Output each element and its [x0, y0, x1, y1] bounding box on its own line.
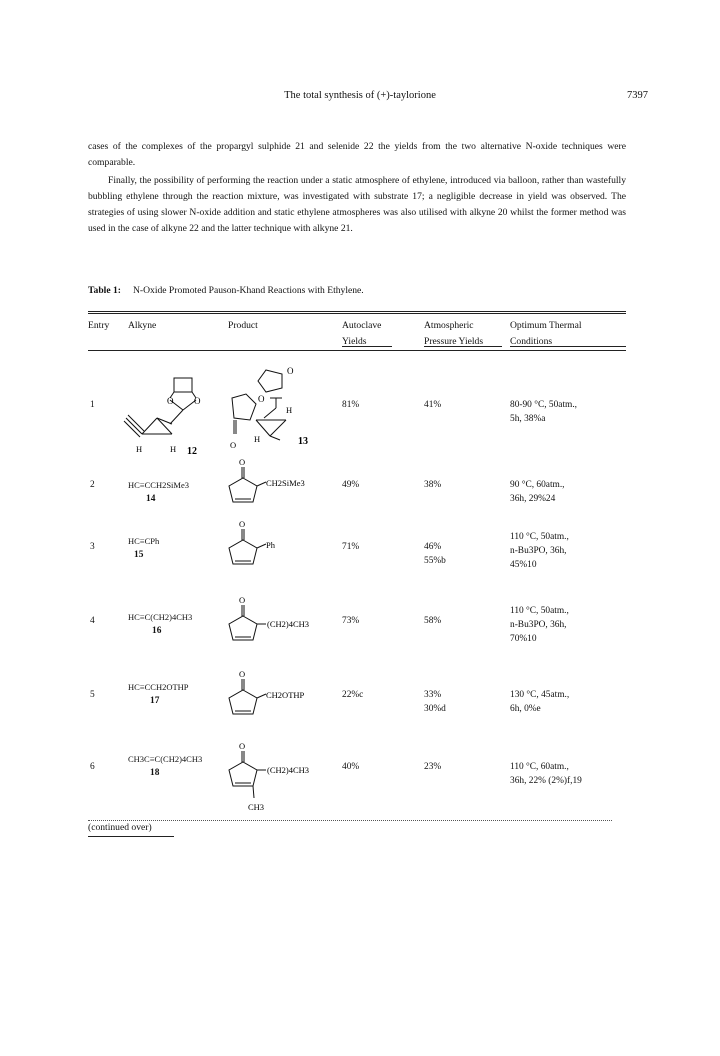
row6-product-structure: [222, 740, 332, 814]
row2-product-structure: [222, 456, 332, 512]
row4-alkyne-formula: HC≡C(CH2)4CH3: [128, 612, 193, 622]
row4-product-oxygen: O: [239, 595, 246, 605]
row6-cond-line2: 36h, 22% (2%)f,19: [510, 776, 582, 786]
row2-product-oxygen: O: [239, 457, 246, 467]
row6-alkyne: [128, 752, 202, 780]
table-header-rule: [88, 350, 626, 351]
row3-atm-line2: 55%b: [424, 556, 446, 566]
row3-autoclave: 71%: [342, 542, 360, 552]
row3-atm-line1: 46%: [424, 542, 442, 552]
row1-alkyne-h2: H: [170, 444, 177, 454]
row3-alkyne-number: 15: [134, 550, 144, 560]
row1-autoclave: 81%: [342, 400, 360, 410]
header-entry: Entry: [88, 320, 110, 331]
row2-conditions: [510, 478, 565, 506]
row3-atmospheric: [424, 540, 446, 568]
row1-entry: 1: [90, 400, 95, 410]
row4-entry: 4: [90, 616, 95, 626]
row6-product-methyl: CH3: [248, 802, 265, 812]
row1-alkyne-oxygen-2: O: [194, 396, 201, 406]
row2-autoclave: 49%: [342, 480, 360, 490]
header-conditions-line2: Conditions: [510, 336, 553, 347]
row2-alkyne-formula: HC≡CCH2SiMe3: [128, 480, 189, 490]
row3-cond-line3: 45%10: [510, 560, 537, 570]
row2-entry: 2: [90, 480, 95, 490]
row1-alkyne-structure: [112, 370, 212, 470]
paragraph-2: Finally, the possibility of performing the reaction under a static atmosphere of ethylene, introduced via balloon, rather than wastefully bubbling ethylene through the reaction mixture, was investigated with substrate 17; a negligible decrease in yield was observed. The strategies of using slower N-oxide addition and static ethylene atmospheres was also utilised with alkyne 20 whilst the former method was used in the case of alkyne 22 and the latter technique with alkyne 21.: [88, 175, 626, 234]
row5-atm-line2: 30%d: [424, 704, 446, 714]
table-top-rule: [88, 311, 626, 312]
row5-alkyne-formula: HC≡CCH2OTHP: [128, 682, 189, 692]
row2-alkyne-number: 14: [146, 494, 156, 504]
row3-cond-line1: 110 °C, 50atm.,: [510, 532, 569, 542]
row3-conditions: [510, 530, 569, 572]
row2-product-substituent: CH2SiMe3: [266, 478, 305, 488]
row1-product-oxygen-2: O: [258, 394, 265, 404]
row5-cond-line1: 130 °C, 45atm.,: [510, 690, 570, 700]
header-atmospheric-line2: Pressure Yields: [424, 336, 484, 347]
row5-atm-line1: 33%: [424, 690, 442, 700]
row2-cond-line1: 90 °C, 60atm.,: [510, 480, 565, 490]
row6-alkyne-formula: CH3C≡C(CH2)4CH3: [128, 754, 203, 764]
row1-product-oxygen-1: O: [287, 366, 294, 376]
row1-product-number: 13: [298, 436, 308, 447]
row5-conditions: [510, 688, 569, 716]
underline-conditions: [510, 346, 626, 347]
row1-cond-line1: 80-90 °C, 50atm.,: [510, 400, 578, 410]
row4-autoclave: 73%: [342, 616, 360, 626]
row2-atmospheric: 38%: [424, 480, 442, 490]
table-top-rule-2: [88, 313, 626, 314]
underline-atmospheric: [424, 346, 502, 347]
row3-alkyne: [128, 534, 159, 562]
row6-product-oxygen: O: [239, 741, 246, 751]
row1-alkyne-oxygen-1: O: [167, 396, 174, 406]
row4-alkyne-number: 16: [152, 626, 162, 636]
row3-entry: 3: [90, 542, 95, 552]
row6-autoclave: 40%: [342, 762, 360, 772]
row5-cond-line2: 6h, 0%e: [510, 704, 541, 714]
underline-autoclave: [342, 346, 392, 347]
table-caption: [88, 285, 364, 296]
row1-alkyne-number: 12: [187, 446, 197, 457]
continued-note: (continued over): [88, 822, 152, 833]
row4-alkyne: [128, 610, 192, 638]
header-autoclave-line2: Yields: [342, 336, 367, 347]
row5-autoclave: 22%c: [342, 690, 364, 700]
row4-cond-line3: 70%10: [510, 634, 537, 644]
row4-cond-line1: 110 °C, 50atm.,: [510, 606, 569, 616]
row3-alkyne-formula: HC≡CPh: [128, 536, 160, 546]
row2-cond-line2: 36h, 29%24: [510, 494, 556, 504]
row1-alkyne-h1: H: [136, 444, 143, 454]
header-alkyne: Alkyne: [128, 320, 157, 331]
row4-atmospheric: 58%: [424, 616, 442, 626]
continued-underline: [88, 836, 174, 837]
row5-alkyne: [128, 680, 189, 708]
row1-cond-line2: 5h, 38%a: [510, 414, 546, 424]
table-caption-text: N-Oxide Promoted Pauson-Khand Reactions with Ethylene.: [132, 285, 364, 296]
row6-atmospheric: 23%: [424, 762, 442, 772]
row6-product-substituent: (CH2)4CH3: [267, 765, 310, 775]
row1-atmospheric: 41%: [424, 400, 442, 410]
row2-alkyne: [128, 478, 189, 506]
header-autoclave-line1: Autoclave: [342, 320, 382, 331]
row1-product-h2: H: [286, 405, 293, 415]
row4-product-substituent: (CH2)4CH3: [267, 619, 310, 629]
row5-alkyne-number: 17: [150, 696, 160, 706]
header-conditions-line1: Optimum Thermal: [510, 320, 582, 331]
header-atmospheric-line1: Atmospheric: [424, 320, 474, 331]
row4-product-structure: [222, 594, 332, 654]
row5-product-oxygen: O: [239, 669, 246, 679]
row5-atmospheric: [424, 688, 446, 716]
row4-conditions: [510, 604, 569, 646]
row6-alkyne-number: 18: [150, 768, 160, 778]
row1-product-structure: [214, 364, 324, 470]
row1-product-carbonyl-o: O: [230, 440, 237, 450]
row5-product-structure: [222, 668, 332, 728]
row3-cond-line2: n-Bu3PO, 36h,: [510, 546, 567, 556]
row6-cond-line1: 110 °C, 60atm.,: [510, 762, 569, 772]
row6-conditions: [510, 760, 582, 788]
header-product: Product: [228, 320, 258, 331]
row3-product-oxygen: O: [239, 519, 246, 529]
running-header-title: The total synthesis of (+)-taylorione: [284, 90, 436, 101]
paragraph-1: cases of the complexes of the propargyl sulphide 21 and selenide 22 the yields from the two alternative N-oxide techniques were comparable.: [88, 141, 626, 168]
table-bottom-rule: [88, 820, 612, 821]
row3-product-substituent: Ph: [266, 540, 275, 550]
row1-conditions: [510, 398, 577, 426]
table-caption-label: Table 1:: [88, 285, 121, 296]
row4-cond-line2: n-Bu3PO, 36h,: [510, 620, 567, 630]
row6-entry: 6: [90, 762, 95, 772]
row1-product-h1: H: [254, 434, 261, 444]
row3-product-structure: [222, 518, 332, 578]
row5-product-substituent: CH2OTHP: [266, 690, 305, 700]
row5-entry: 5: [90, 690, 95, 700]
page-number: 7397: [627, 90, 648, 101]
